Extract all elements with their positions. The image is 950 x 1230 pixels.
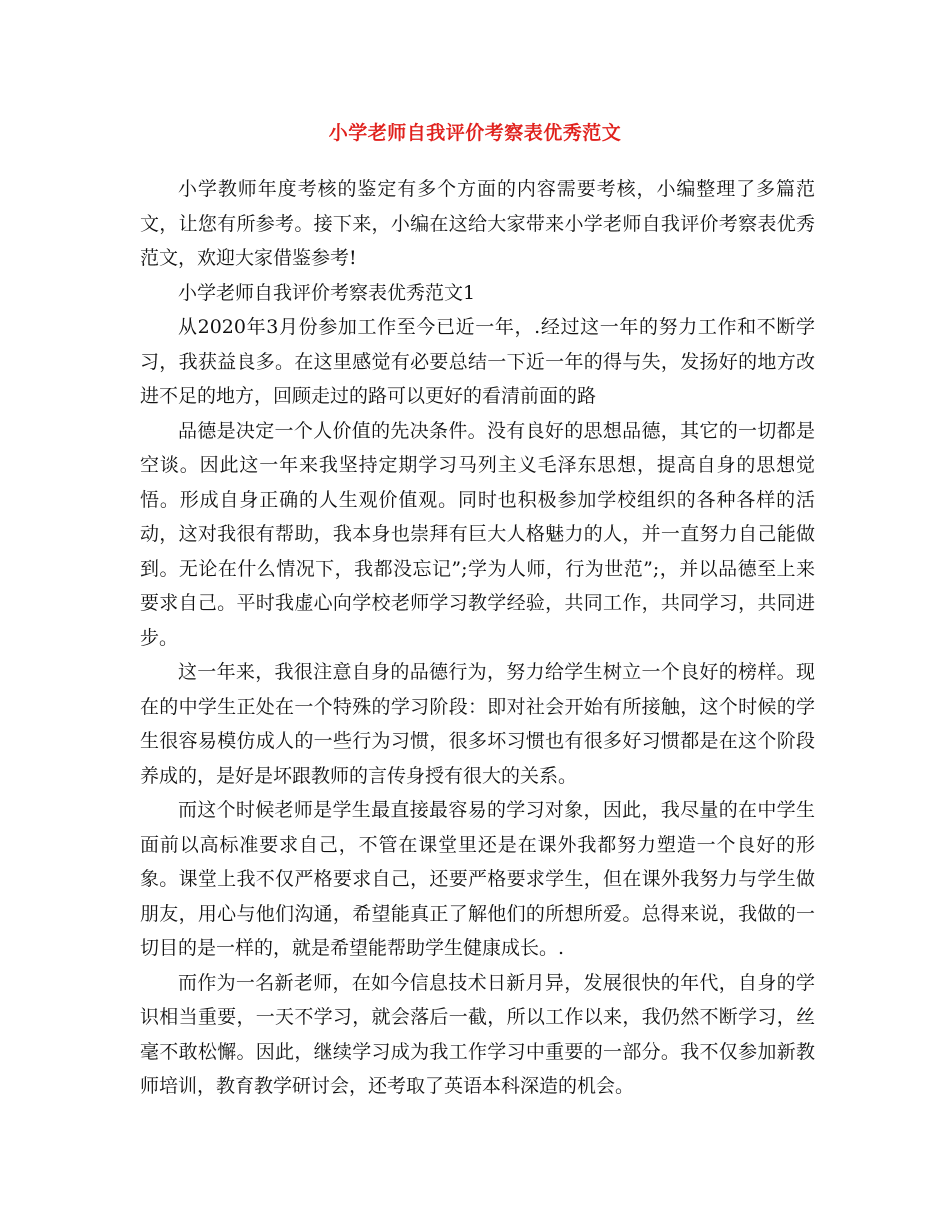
document-title: 小学老师自我评价考察表优秀范文 [328,122,622,144]
paragraph-5: 而作为一名新老师，在如今信息技术日新月异，发展很快的年代，自身的学识相当重要，一天不学习，就会落后一截，所以工作以来，我仍然不断学习，丝毫不敢松懈。因此，继续学习成为我工作学习中重要的一部分。我不仅参加新教师培训，教育教学研讨会，还考取了英语本科深造的机会。 [140,971,815,1097]
paragraph-4: 而这个时候老师是学生最直接最容易的学习对象，因此，我尽量的在中学生面前以高标准要求自己，不管在课堂里还是在课外我都努力塑造一个良好的形象。课堂上我不仅严格要求自己，还要严格要求学生，但在课外我努力与学生做朋友，用心与他们沟通，希望能真正了解他们的所想所爱。总得来说，我做的一切目的是一样的，就是希望能帮助学生健康成长。. [140,799,815,959]
paragraph-3: 这一年来，我很注意自身的品德行为，努力给学生树立一个良好的榜样。现在的中学生正处在一个特殊的学习阶段：即对社会开始有所接触，这个时候的学生很容易模仿成人的一些行为习惯，很多坏习惯也有很多好习惯都是在这个阶段养成的，是好是坏跟教师的言传身授有很大的关系。 [140,661,815,787]
paragraph-2: 品德是决定一个人价值的先决条件。没有良好的思想品德，其它的一切都是空谈。因此这一年来我坚持定期学习马列主义毛泽东思想，提高自身的思想觉悟。形成自身正确的人生观价值观。同时也积极参加学校组织的各种各样的活动，这对我很有帮助，我本身也崇拜有巨大人格魅力的人，并一直努力自己能做到。无论在什么情况下，我都没忘记”;学为人师，行为世范”;，并以品德至上来要求自己。平时我虚心向学校老师学习教学经验，共同工作，共同学习，共同进步。 [140,419,815,649]
paragraph-1: 从2020年3月份参加工作至今已近一年，.经过这一年的努力工作和不断学习，我获益良多。在这里感觉有必要总结一下近一年的得与失，发扬好的地方改进不足的地方，回顾走过的路可以更好的看清前面的路 [140,316,815,407]
paragraph-intro: 小学教师年度考核的鉴定有多个方面的内容需要考核，小编整理了多篇范文，让您有所参考。接下来，小编在这给大家带来小学老师自我评价考察表优秀范文，欢迎大家借鉴参考! [140,178,815,269]
document-body [140,172,815,1104]
section-heading: 小学老师自我评价考察表优秀范文1 [178,281,476,304]
